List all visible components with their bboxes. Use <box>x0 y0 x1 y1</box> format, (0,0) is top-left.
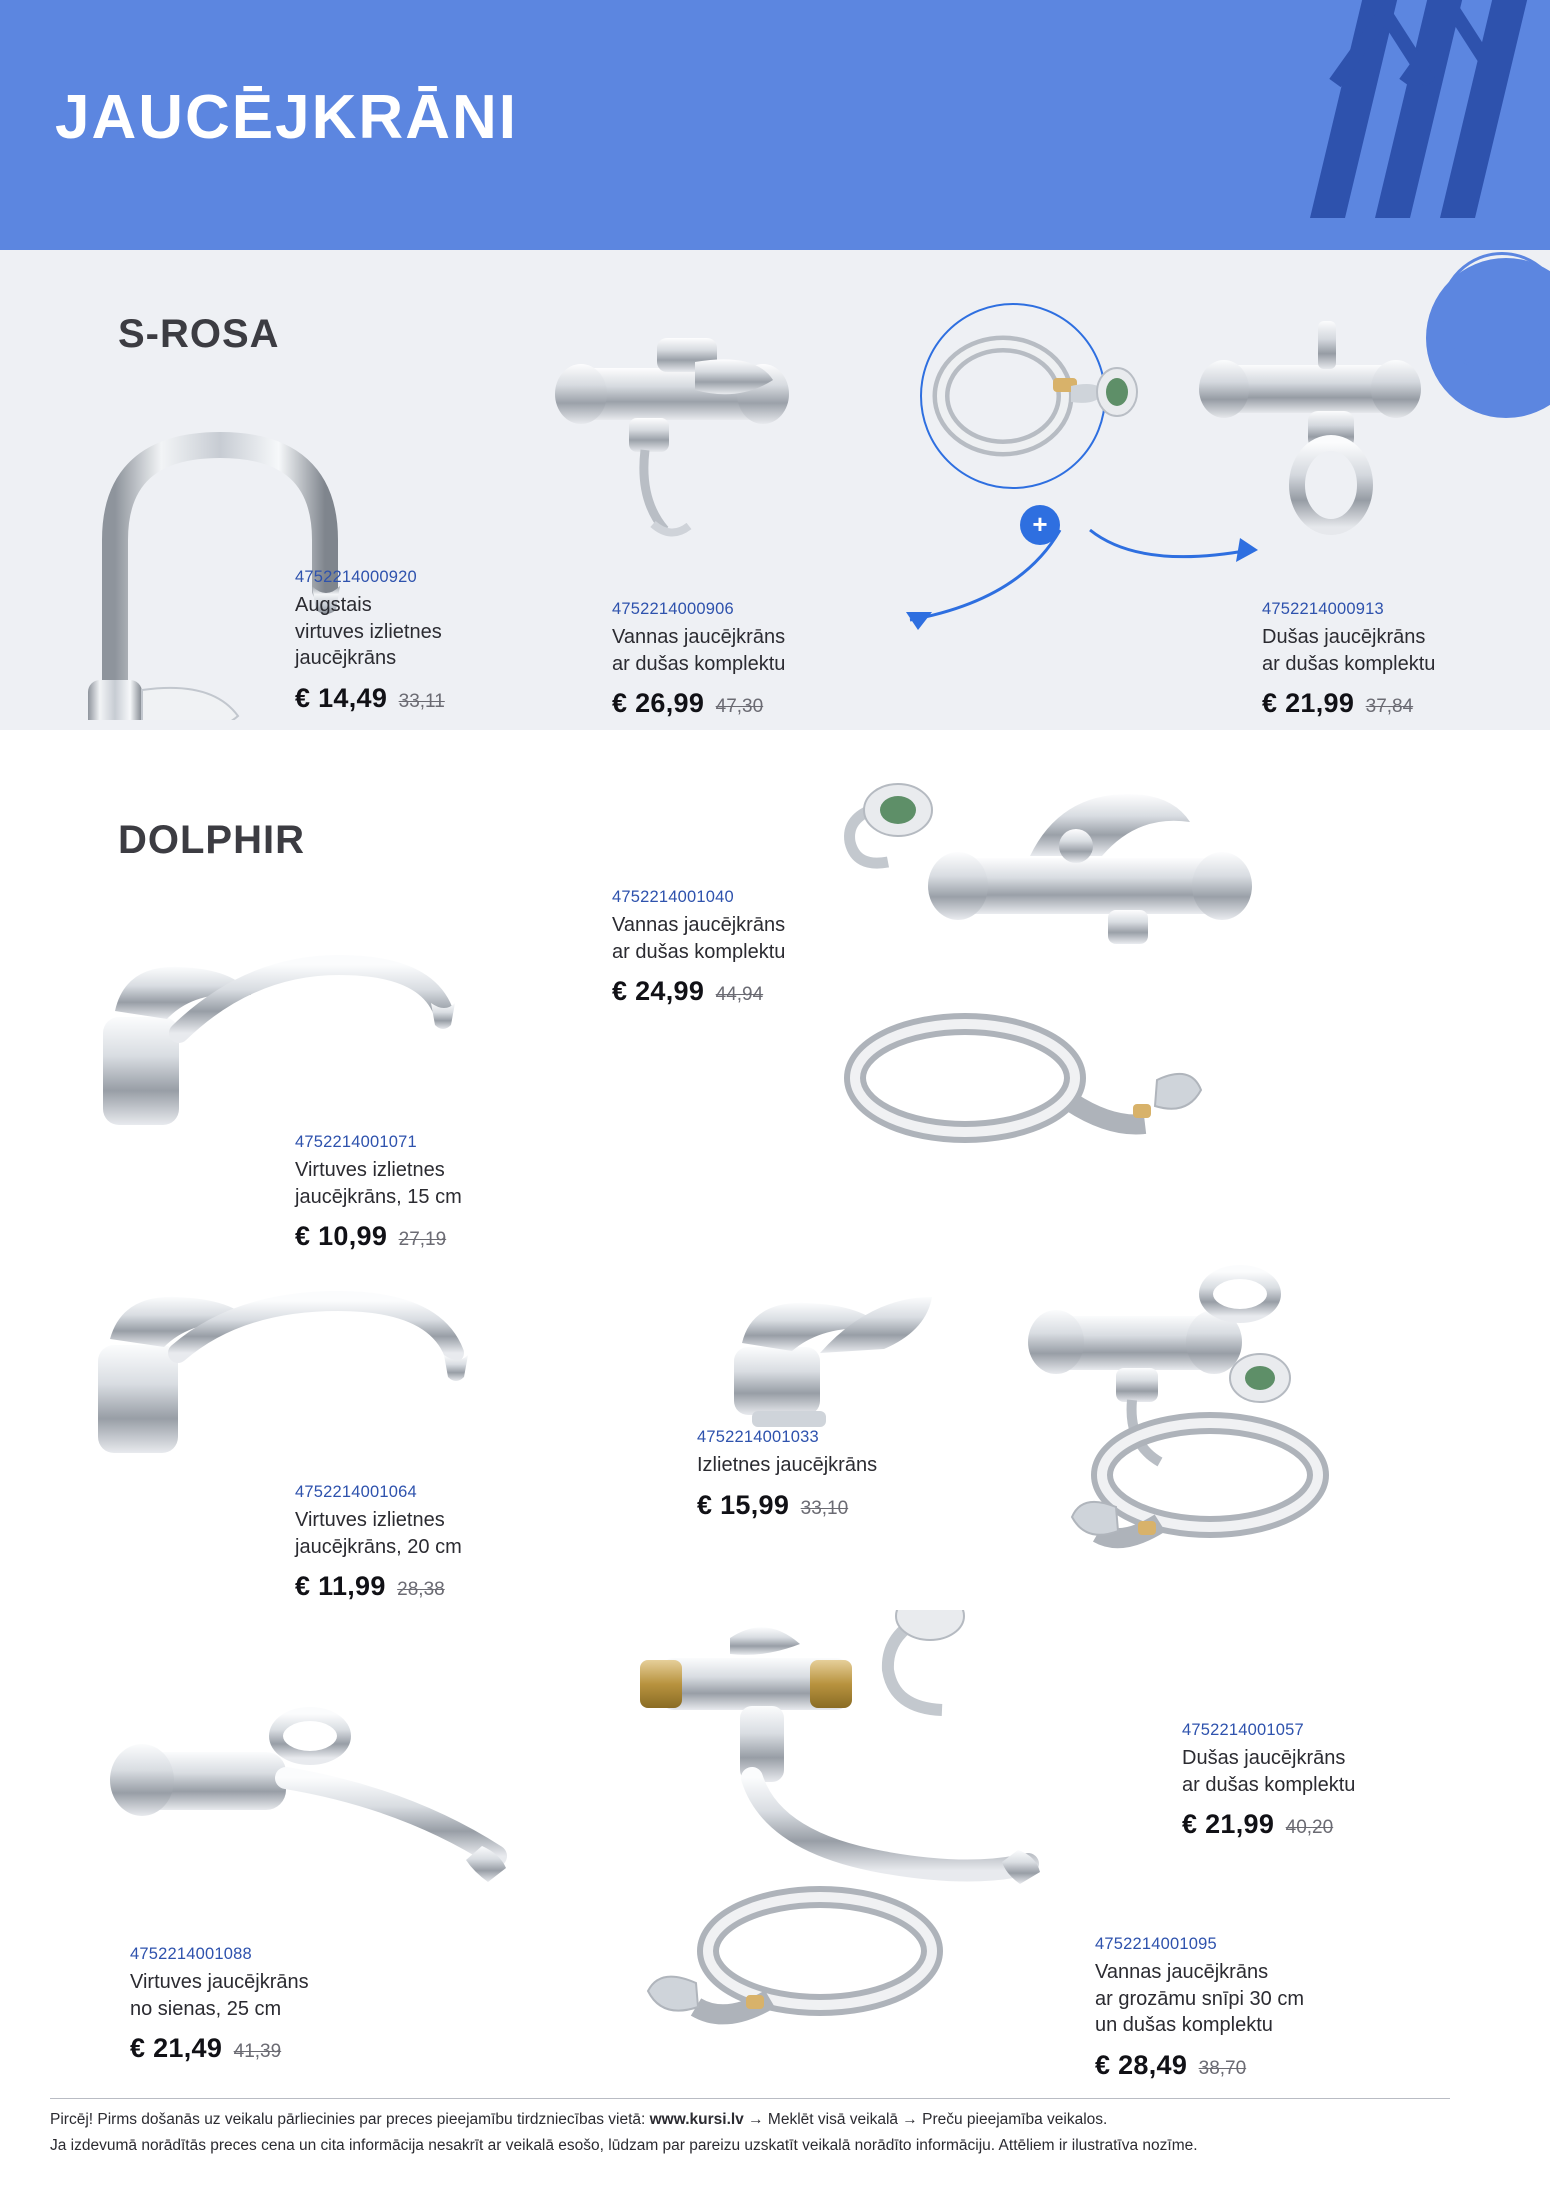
footer-line-2: Ja izdevumā norādītās preces cena un cita informācija nesakrīt ar veikalā esošo, lūdzam par pareizu uzskatīt veikalā norādīto informāciju. Attēliem ir ilustratīva nozīme. <box>50 2137 1198 2155</box>
product-info-4752214001033 <box>697 1425 877 1521</box>
connector-arrow <box>840 500 1290 665</box>
price-old: 28,38 <box>397 1579 445 1601</box>
product-info-4752214001095 <box>1095 1932 1304 2081</box>
product-info-4752214001071 <box>295 1130 462 1252</box>
product-code: 4752214001088 <box>130 1945 252 1963</box>
product-code: 4752214001057 <box>1182 1721 1304 1739</box>
price-new: € 26,99 <box>612 688 705 719</box>
product-desc-line: Dušas jaucējkrāns <box>1182 1746 1346 1769</box>
footer-line-1 <box>50 2109 1450 2131</box>
product-desc-line: un dušas komplektu <box>1095 2014 1273 2037</box>
price-row <box>295 1571 462 1602</box>
price-row <box>612 976 785 1007</box>
price-old: 47,30 <box>715 696 764 718</box>
product-info-4752214000913 <box>1262 597 1435 719</box>
product-desc-line: ar dušas komplektu <box>1262 652 1436 675</box>
brand-pattern-icon <box>1150 0 1550 218</box>
price-row <box>130 2033 309 2064</box>
product-image-basin-mixer-1033 <box>690 1235 950 1440</box>
page-title: JAUCĒJKRĀNI <box>55 83 518 152</box>
price-old: 41,39 <box>233 2041 282 2063</box>
page-header <box>0 0 1550 250</box>
price-old: 33,10 <box>800 1497 849 1519</box>
price-new: € 11,99 <box>295 1571 386 1602</box>
footer-text-a: Pircēj! Pirms došanās uz veikalu pārliecinies par preces pieejamību tirdzniecības vietā: <box>50 2111 650 2128</box>
price-new: € 28,49 <box>1095 2050 1188 2081</box>
product-desc-line: jaucējkrāns <box>295 647 397 670</box>
product-image-hose-coil-1057 <box>1050 1395 1430 1580</box>
price-row <box>1182 1809 1355 1840</box>
product-image-kitchen-faucet-1064 <box>68 1275 488 1480</box>
product-image-shower-hose-set <box>895 300 1155 505</box>
product-code: 4752214001095 <box>1095 1935 1217 1953</box>
price-row <box>1095 2050 1304 2081</box>
product-desc-line: ar grozāmu snīpi 30 cm <box>1095 1987 1304 2010</box>
product-code: 4752214001033 <box>697 1428 819 1446</box>
footer-text-b: → Meklēt visā veikalā → Preču pieejamība veikalos. <box>743 2111 1108 2128</box>
product-info-4752214001040 <box>612 885 785 1007</box>
product-code: 4752214000920 <box>295 568 417 586</box>
product-code: 4752214001071 <box>295 1133 417 1151</box>
price-row <box>295 683 445 714</box>
footer-website-link[interactable]: www.kursi.lv <box>649 2111 744 2128</box>
product-desc-line: Vannas jaucējkrāns <box>1095 1960 1269 1983</box>
product-desc-line: Virtuves izlietnes <box>295 1508 445 1531</box>
price-new: € 14,49 <box>295 683 388 714</box>
brand-heading-srosa: S-ROSA <box>118 312 280 356</box>
product-code: 4752214000906 <box>612 600 734 618</box>
product-image-wall-faucet-1088 <box>80 1690 540 1915</box>
price-row <box>1262 688 1435 719</box>
product-image-bath-mixer-906 <box>545 310 815 565</box>
price-new: € 10,99 <box>295 1221 388 1252</box>
product-image-hose-coil-1040 <box>835 990 1235 1175</box>
product-image-kitchen-faucet-1071 <box>75 925 475 1150</box>
product-desc-line: ar dušas komplektu <box>612 940 786 963</box>
product-desc-line: Virtuves izlietnes <box>295 1158 445 1181</box>
product-info-4752214001057 <box>1182 1718 1355 1840</box>
product-info-4752214000920 <box>295 565 445 714</box>
price-new: € 21,49 <box>130 2033 223 2064</box>
product-image-hose-coil-1095 <box>600 1865 1020 2060</box>
plus-badge: + <box>1020 505 1060 545</box>
price-new: € 15,99 <box>697 1489 790 1520</box>
product-desc-line: jaucējkrāns, 20 cm <box>295 1535 462 1558</box>
page-footer <box>50 2098 1450 2162</box>
product-desc-line: Dušas jaucējkrāns <box>1262 625 1426 648</box>
product-desc-line: Augstais <box>295 593 372 616</box>
price-row <box>697 1490 877 1521</box>
price-old: 33,11 <box>398 691 445 713</box>
price-row <box>295 1221 462 1252</box>
product-image-bath-mixer-1040 <box>840 770 1300 975</box>
product-desc-line: ar dušas komplektu <box>612 652 786 675</box>
product-code: 4752214001040 <box>612 888 734 906</box>
price-old: 27,19 <box>398 1229 447 1251</box>
product-desc-line: Vannas jaucējkrāns <box>612 625 786 648</box>
footer-divider <box>50 2098 1450 2099</box>
price-new: € 21,99 <box>1262 688 1355 719</box>
product-info-4752214000906 <box>612 597 785 719</box>
price-new: € 21,99 <box>1182 1809 1275 1840</box>
product-code: 4752214001064 <box>295 1483 417 1501</box>
product-desc-line: no sienas, 25 cm <box>130 1997 282 2020</box>
product-desc-line: virtuves izlietnes <box>295 620 442 643</box>
price-old: 37,84 <box>1365 696 1414 718</box>
price-new: € 24,99 <box>612 976 705 1007</box>
price-old: 38,70 <box>1198 2058 1247 2080</box>
product-desc-line: jaucējkrāns, 15 cm <box>295 1185 462 1208</box>
price-old: 44,94 <box>715 984 764 1006</box>
product-desc-line: Vannas jaucējkrāns <box>612 913 786 936</box>
product-desc-line: Izlietnes jaucējkrāns <box>697 1453 878 1476</box>
product-desc-line: Virtuves jaucējkrāns <box>130 1970 309 1993</box>
price-row <box>612 688 785 719</box>
brand-heading-dolphir: DOLPHIR <box>118 818 305 862</box>
product-info-4752214001088 <box>130 1942 309 2064</box>
product-info-4752214001064 <box>295 1480 462 1602</box>
price-old: 40,20 <box>1285 1817 1334 1839</box>
product-code: 4752214000913 <box>1262 600 1384 618</box>
product-desc-line: ar dušas komplektu <box>1182 1773 1356 1796</box>
